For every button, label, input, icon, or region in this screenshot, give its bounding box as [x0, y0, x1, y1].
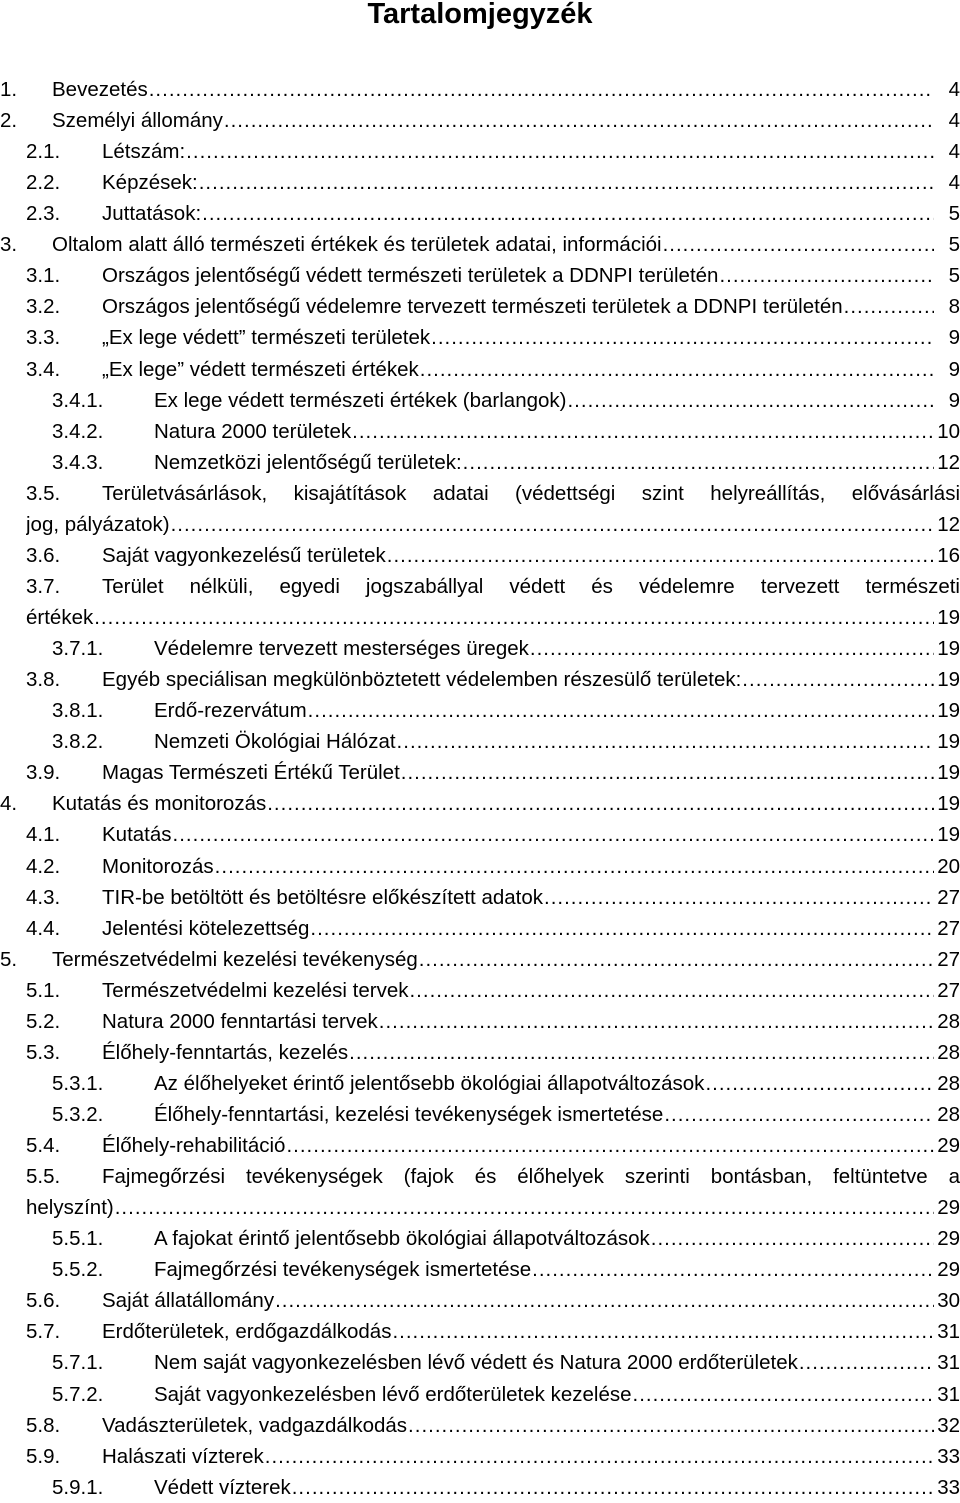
toc-leader: [154, 1254, 934, 1285]
toc-line: [0, 664, 960, 695]
toc-page-number: 29: [937, 1227, 960, 1251]
toc-line: [0, 944, 960, 975]
toc-dot-leader: [172, 819, 934, 850]
toc-entry-title: Juttatások:: [102, 202, 202, 226]
toc-dot-leader: [291, 1472, 934, 1503]
toc-line: [0, 1099, 960, 1130]
toc-entry-number: 3.5.: [26, 481, 61, 505]
toc-dot-leader: [650, 1223, 934, 1254]
toc-entry-title: Erdőterületek, erdőgazdálkodás: [102, 1320, 392, 1344]
toc-entry-title: TIR-be betöltött és betöltésre előkészített adatok: [102, 885, 543, 909]
toc-dot-leader: [274, 1285, 934, 1316]
toc-page-number: 9: [948, 326, 960, 350]
toc-page-number: 19: [937, 761, 960, 785]
toc-entry-number: 5.9.1.: [52, 1475, 104, 1499]
toc-entry-number: 4.: [0, 792, 18, 816]
toc-leader: [154, 1099, 934, 1130]
toc-leader: [102, 757, 934, 788]
toc-entry-number: 3.4.1.: [52, 388, 104, 412]
toc-entry-number: 3.2.: [26, 295, 61, 319]
toc-leader: [26, 602, 934, 633]
toc-page-number: 4: [948, 109, 960, 133]
toc-line: [0, 447, 960, 478]
toc-page-number: 28: [937, 1040, 960, 1064]
toc-entry-number: 5.8.: [26, 1413, 61, 1437]
toc-entry-title: Területvásárlások, kisajátítások adatai (védettségi szint helyreállítás, elővásárlási: [102, 481, 960, 505]
toc-entry-number: 2.1.: [26, 140, 61, 164]
toc-entry-number: 3.: [0, 233, 18, 257]
toc-entry-title: Monitorozás: [102, 854, 214, 878]
toc-page-number: 5: [948, 233, 960, 257]
toc-line: [0, 416, 960, 447]
toc-entry-title: Természetvédelmi kezelési tervek: [102, 978, 409, 1002]
toc-page-number: 5: [948, 264, 960, 288]
toc-leader: [102, 1037, 934, 1068]
toc-line: [0, 385, 960, 416]
toc-dot-leader: [185, 136, 934, 167]
toc-line: [0, 1161, 960, 1192]
toc-entry-number: 5.5.1.: [52, 1227, 104, 1251]
toc-dot-leader: [843, 291, 934, 322]
toc-page-number: 27: [937, 885, 960, 909]
toc-page-number: 29: [937, 1134, 960, 1158]
toc-page-number: 30: [937, 1289, 960, 1313]
toc-line: [0, 788, 960, 819]
toc-page-number: 27: [937, 947, 960, 971]
toc-entry-title: „Ex lege” védett természeti értékek: [102, 357, 419, 381]
toc-entry-title: Saját állatállomány: [102, 1289, 275, 1313]
toc-dot-leader: [114, 1192, 934, 1223]
toc-page-number: 19: [937, 823, 960, 847]
toc-dot-leader: [351, 416, 934, 447]
toc-entry-number: 5.6.: [26, 1289, 61, 1313]
toc-page-number: 29: [937, 1258, 960, 1282]
toc-leader: [102, 198, 934, 229]
toc-leader: [26, 509, 934, 540]
toc-page-number: 16: [937, 543, 960, 567]
toc-entry-title: Kutatás: [102, 823, 172, 847]
toc-entry-title: Vadászterületek, vadgazdálkodás: [102, 1413, 408, 1437]
toc-entry-title-continued: értékek: [26, 606, 94, 630]
toc-line: [0, 602, 960, 633]
toc-page-number: 33: [937, 1444, 960, 1468]
toc-page-number: 5: [948, 202, 960, 226]
toc-entry-number: 3.6.: [26, 543, 61, 567]
toc-line: [0, 851, 960, 882]
toc-entry-title: „Ex lege védett” természeti területek: [102, 326, 431, 350]
toc-line: [0, 1130, 960, 1161]
toc-entry-number: 3.4.: [26, 357, 61, 381]
toc-entry-title: Nem saját vagyonkezelésben lévő védett és Natura 2000 erdőterületek: [154, 1351, 798, 1375]
toc-dot-leader: [529, 633, 934, 664]
toc-line: [0, 1037, 960, 1068]
toc-dot-leader: [418, 944, 934, 975]
toc-dot-leader: [718, 260, 934, 291]
toc-entry-number: 5.2.: [26, 1009, 61, 1033]
toc-dot-leader: [264, 1441, 934, 1472]
toc-entry-title: Élőhely-rehabilitáció: [102, 1134, 286, 1158]
toc-entry-title: Halászati vízterek: [102, 1444, 264, 1468]
toc-dot-leader: [198, 167, 934, 198]
toc-leader: [102, 819, 934, 850]
toc-dot-leader: [531, 1254, 934, 1285]
toc-leader: [52, 944, 934, 975]
toc-entry-number: 3.1.: [26, 264, 61, 288]
toc-leader: [154, 385, 934, 416]
toc-page-number: 31: [937, 1320, 960, 1344]
toc-entry-title: Saját vagyonkezelésű területek: [102, 543, 386, 567]
toc-line: [0, 198, 960, 229]
toc-entry-number: 5.5.: [26, 1165, 61, 1189]
toc-leader: [102, 540, 934, 571]
toc-leader: [102, 1285, 934, 1316]
toc-leader: [154, 633, 934, 664]
toc-dot-leader: [462, 447, 934, 478]
toc-leader: [102, 975, 934, 1006]
toc-dot-leader: [407, 1410, 934, 1441]
toc-entry-title: A fajokat érintő jelentősebb ökológiai állapotváltozások: [154, 1227, 650, 1251]
toc-dot-leader: [632, 1379, 935, 1410]
toc-line: [0, 105, 960, 136]
toc-dot-leader: [798, 1347, 934, 1378]
toc-page-number: 9: [948, 357, 960, 381]
toc-dot-leader: [201, 198, 934, 229]
toc-line: [0, 1192, 960, 1223]
toc-entry-title: Országos jelentőségű védelemre tervezett természeti területek a DDNPI területén: [102, 295, 843, 319]
toc-leader: [154, 1472, 934, 1503]
toc-page-number: 31: [937, 1382, 960, 1406]
toc-leader: [52, 74, 934, 105]
toc-entry-number: 5.7.2.: [52, 1382, 104, 1406]
toc-line: [0, 695, 960, 726]
toc-entry-title: Országos jelentőségű védett természeti területek a DDNPI területén: [102, 264, 719, 288]
toc-dot-leader: [148, 74, 934, 105]
toc-line: [0, 291, 960, 322]
toc-entry-title: Saját vagyonkezelésben lévő erdőterületek kezelése: [154, 1382, 632, 1406]
toc-page-number: 19: [937, 606, 960, 630]
toc-line: [0, 1316, 960, 1347]
toc-entry-title: Fajmegőrzési tevékenységek (fajok és élőhelyek szerinti bontásban, feltüntetve a: [102, 1165, 960, 1189]
toc-dot-leader: [386, 540, 934, 571]
toc-dot-leader: [543, 882, 934, 913]
toc-entry-number: 5.7.1.: [52, 1351, 104, 1375]
toc-leader: [102, 1130, 934, 1161]
toc-entry-number: 2.: [0, 109, 18, 133]
toc-line: [0, 260, 960, 291]
toc-leader: [52, 788, 934, 819]
toc-leader: [102, 1410, 934, 1441]
toc-entry-title: Erdő-rezervátum: [154, 699, 307, 723]
toc-entry-number: 3.7.: [26, 574, 61, 598]
toc-entry-number: 4.3.: [26, 885, 61, 909]
toc-line: [0, 1472, 960, 1503]
toc-dot-leader: [348, 1037, 934, 1068]
toc-entry-title: Az élőhelyeket érintő jelentősebb ökológiai állapotváltozások: [154, 1071, 705, 1095]
toc-entry-number: 3.4.3.: [52, 450, 104, 474]
toc-leader: [154, 447, 934, 478]
toc-dot-leader: [408, 975, 934, 1006]
toc-dot-leader: [309, 913, 934, 944]
toc-leader: [102, 851, 934, 882]
toc-dot-leader: [214, 851, 934, 882]
toc-dot-leader: [396, 726, 934, 757]
toc-line: [0, 1068, 960, 1099]
toc-entry-number: 3.8.: [26, 668, 61, 692]
toc-leader: [154, 1379, 934, 1410]
toc-dot-leader: [704, 1068, 934, 1099]
toc-leader: [102, 136, 934, 167]
toc-leader: [102, 291, 934, 322]
toc-dot-leader: [419, 354, 934, 385]
toc-entry-number: 3.3.: [26, 326, 61, 350]
toc-page-number: 31: [937, 1351, 960, 1375]
toc-line: [0, 167, 960, 198]
toc-leader: [102, 167, 934, 198]
toc-leader: [52, 105, 934, 136]
toc-leader: [154, 1223, 934, 1254]
toc-leader: [102, 882, 934, 913]
toc-line: [0, 478, 960, 509]
toc-page-number: 4: [948, 171, 960, 195]
toc-line: [0, 1006, 960, 1037]
toc-page-number: 9: [948, 388, 960, 412]
toc-entry-title: Képzések:: [102, 171, 198, 195]
toc-line: [0, 1379, 960, 1410]
toc-entry-title: Jelentési kötelezettség: [102, 916, 310, 940]
toc-leader: [102, 1316, 934, 1347]
toc-entry-title: Fajmegőrzési tevékenységek ismertetése: [154, 1258, 532, 1282]
toc-entry-number: 4.2.: [26, 854, 61, 878]
toc-entry-number: 3.4.2.: [52, 419, 104, 443]
toc-page-number: 12: [937, 512, 960, 536]
toc-dot-leader: [430, 322, 934, 353]
toc-line: [0, 571, 960, 602]
toc-leader: [154, 1068, 934, 1099]
toc-entry-number: 5.7.: [26, 1320, 61, 1344]
toc-entry-title: Nemzeti Ökológiai Hálózat: [154, 730, 396, 754]
toc-page-number: 19: [937, 668, 960, 692]
toc-line: [0, 136, 960, 167]
toc-line: [0, 819, 960, 850]
toc-entry-number: 3.7.1.: [52, 637, 104, 661]
toc-page-number: 27: [937, 978, 960, 1002]
toc-entry-title: Létszám:: [102, 140, 186, 164]
toc-entry-number: 5.9.: [26, 1444, 61, 1468]
toc-entry-number: 1.: [0, 78, 18, 101]
toc-entry-number: 3.9.: [26, 761, 61, 785]
toc-leader: [102, 354, 934, 385]
toc-page-number: 19: [937, 730, 960, 754]
toc-leader: [102, 664, 934, 695]
toc-dot-leader: [662, 229, 934, 260]
toc-entry-number: 4.1.: [26, 823, 61, 847]
toc-leader: [154, 695, 934, 726]
toc-dot-leader: [285, 1130, 934, 1161]
toc-page-number: 32: [937, 1413, 960, 1437]
toc-entry-title: Természetvédelmi kezelési tevékenység: [52, 947, 418, 971]
toc-dot-leader: [391, 1316, 934, 1347]
toc-entry-title: Oltalom alatt álló természeti értékek és területek adatai, információi: [52, 233, 662, 257]
toc-entry-title: Ex lege védett természeti értékek (barlangok): [154, 388, 567, 412]
toc-entry-number: 5.3.2.: [52, 1102, 104, 1126]
toc-entry-number: 5.3.1.: [52, 1071, 104, 1095]
toc-entry-number: 5.5.2.: [52, 1258, 104, 1282]
toc-line: [0, 540, 960, 571]
toc-entry-number: 3.8.1.: [52, 699, 104, 723]
toc-page-number: 29: [937, 1196, 960, 1220]
toc-line: [0, 509, 960, 540]
toc-line: [0, 1285, 960, 1316]
toc-entry-title: Terület nélküli, egyedi jogszabállyal védett és védelemre tervezett természeti: [102, 574, 960, 598]
toc-dot-leader: [378, 1006, 934, 1037]
toc-leader: [102, 322, 934, 353]
toc-entry-title: Natura 2000 fenntartási tervek: [102, 1009, 378, 1033]
toc-line: [0, 322, 960, 353]
toc-entry-title: Védelemre tervezett mesterséges üregek: [154, 637, 529, 661]
toc-entry-title: Magas Természeti Értékű Terület: [102, 761, 400, 785]
toc-page-number: 12: [937, 450, 960, 474]
toc-entry-title: Bevezetés: [52, 78, 148, 101]
toc-line: [0, 913, 960, 944]
toc-leader: [102, 1441, 934, 1472]
toc-dot-leader: [663, 1099, 934, 1130]
toc-line: [0, 882, 960, 913]
page-title: Tartalomjegyzék: [367, 0, 593, 30]
toc-page-number: 10: [937, 419, 960, 443]
toc-page-number: 28: [937, 1009, 960, 1033]
toc-entry-number: 4.4.: [26, 916, 61, 940]
toc-line: [0, 757, 960, 788]
toc-page-number: 8: [948, 295, 960, 319]
toc-line: [0, 726, 960, 757]
toc-leader: [154, 726, 934, 757]
toc-line: [0, 1410, 960, 1441]
toc-entry-title: Kutatás és monitorozás: [52, 792, 267, 816]
toc-page-number: 33: [937, 1475, 960, 1499]
toc-entry-title: Személyi állomány: [52, 109, 223, 133]
toc-page-number: 19: [937, 699, 960, 723]
toc-leader: [102, 260, 934, 291]
toc-dot-leader: [170, 509, 934, 540]
toc-line: [0, 1441, 960, 1472]
toc-entry-number: 5.1.: [26, 978, 61, 1002]
toc-entry-title: Nemzetközi jelentőségű területek:: [154, 450, 462, 474]
toc-line: [0, 1347, 960, 1378]
toc-entry-title-continued: helyszínt): [26, 1196, 114, 1220]
toc-leader: [154, 1347, 934, 1378]
toc-page-number: 27: [937, 916, 960, 940]
toc-entry-number: 5.3.: [26, 1040, 61, 1064]
toc-entry-number: 2.3.: [26, 202, 61, 226]
toc-page-number: 28: [937, 1071, 960, 1095]
toc-entry-number: 2.2.: [26, 171, 61, 195]
toc-line: [0, 975, 960, 1006]
toc-dot-leader: [223, 105, 934, 136]
toc-page-number: 19: [937, 637, 960, 661]
toc-dot-leader: [307, 695, 934, 726]
toc-entry-number: 5.4.: [26, 1134, 61, 1158]
toc-line: [0, 354, 960, 385]
toc-page-number: 4: [948, 140, 960, 164]
toc-page-number: 20: [937, 854, 960, 878]
toc-dot-leader: [93, 602, 934, 633]
toc-entry-title: Natura 2000 területek: [154, 419, 352, 443]
toc-leader: [102, 1006, 934, 1037]
toc-line: [0, 1223, 960, 1254]
toc-entry-title: Élőhely-fenntartás, kezelés: [102, 1040, 349, 1064]
toc-entry-number: 3.8.2.: [52, 730, 104, 754]
toc-line: [0, 74, 960, 105]
toc-dot-leader: [266, 788, 934, 819]
toc-entry-title: Élőhely-fenntartási, kezelési tevékenységek ismertetése: [154, 1102, 664, 1126]
toc-entry-title-continued: jog, pályázatok): [26, 512, 170, 536]
toc-line: [0, 1254, 960, 1285]
toc-line: [0, 633, 960, 664]
toc-leader: [154, 416, 934, 447]
toc-leader: [26, 1192, 934, 1223]
toc-line: [0, 229, 960, 260]
toc-dot-leader: [741, 664, 934, 695]
toc-page-number: 4: [948, 78, 960, 101]
toc-entry-title: Egyéb speciálisan megkülönböztetett védelemben részesülő területek:: [102, 668, 742, 692]
toc-leader: [102, 913, 934, 944]
toc-page-number: 28: [937, 1102, 960, 1126]
toc-page-number: 19: [937, 792, 960, 816]
toc-entry-title: Védett vízterek: [154, 1475, 291, 1499]
toc-leader: [52, 229, 934, 260]
toc-dot-leader: [400, 757, 934, 788]
toc-entry-number: 5.: [0, 947, 18, 971]
toc-dot-leader: [566, 385, 934, 416]
